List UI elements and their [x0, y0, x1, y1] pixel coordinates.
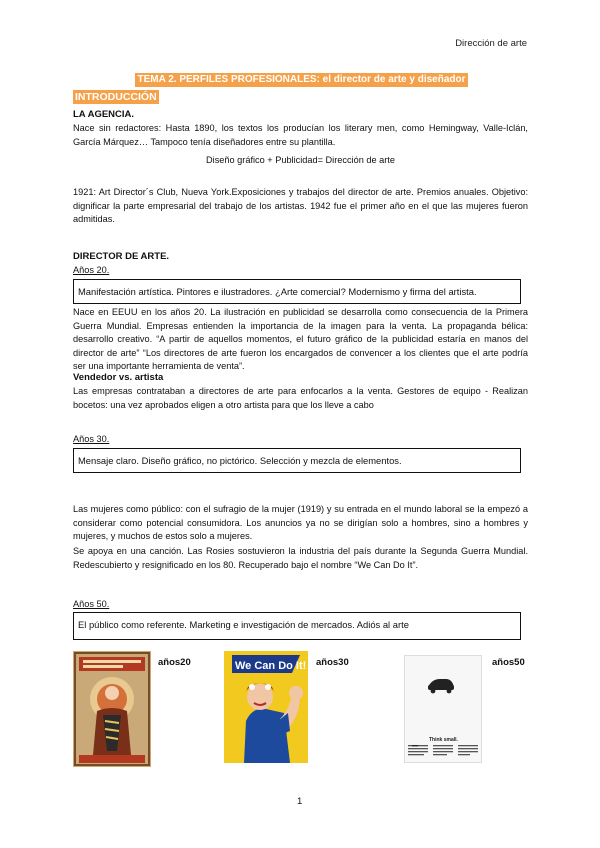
ad-50s-headline: Think small. — [429, 737, 458, 743]
director-heading: DIRECTOR DE ARTE. — [73, 251, 170, 262]
agency-heading: LA AGENCIA. — [73, 109, 135, 120]
agency-paragraph-1: Nace sin redactores: Hasta 1890, los textos los producían los literary men, como Hemingway, Valle-Iclán, García Márquez… Tampoco tenía diseñadores entre su plantilla. — [73, 123, 528, 147]
section-label: INTRODUCCIÓN — [75, 91, 157, 103]
decade-30-paragraph-2: Se apoya en una canción. Las Rosies sostuvieron la industria del país durante la Segunda Guerra Mundial. Redescubierto y resignificado en los 80. Recuperado bajo el nombre “We Can Do It”. — [73, 546, 528, 570]
page-number: 1 — [297, 796, 303, 807]
poster-30s-slogan: We Can Do It! — [235, 660, 307, 672]
gallery-label-50s: años50 — [492, 657, 525, 668]
decade-30-box: Mensaje claro. Diseño gráfico, no pictórico. Selección y mezcla de elementos. — [73, 448, 521, 473]
seller-paragraph: Las empresas contrataban a directores de arte para enfocarlos a la venta. Gestores de equipo - Realizan bocetos: una vez aprobados eligen a otro artista para que los lleve a cabo — [73, 386, 528, 410]
seller-heading: Vendedor vs. artista — [73, 372, 164, 383]
agency-equation: Diseño gráfico + Publicidad= Dirección de arte — [206, 155, 395, 165]
document-title: TEMA 2. PERFILES PROFESIONALES: el director de arte y diseñador — [135, 73, 468, 87]
poster-we-can-do-it-image — [224, 651, 308, 763]
decade-20-box: Manifestación artística. Pintores e ilustradores. ¿Arte comercial? Modernismo y firma del artista. — [73, 279, 521, 304]
gallery-label-20s: años20 — [158, 657, 191, 668]
agency-paragraph-2: 1921: Art Director´s Club, Nueva York.Exposiciones y trabajos del director de arte. Premios anuales. Objetivo: dignificar la parte empresarial del trabajo de los artistas. 1942 fue el primer año en el que las mujeres fueron admitidas. — [73, 187, 528, 225]
decade-50-label: Años 50. — [73, 599, 110, 609]
poster-1920s-image — [73, 651, 151, 767]
decade-30-paragraph-1: Las mujeres como público: con el sufragio de la mujer (1919) y su entrada en el mundo laboral se la empezó a considerar como potencial consumidora. Los anuncios ya no se dirigían solo a hombres, sino a hombres y mujeres, y muchos de estos solo a mujeres. — [73, 504, 528, 542]
ad-1950s-think-small-image — [404, 655, 482, 763]
decade-30-label: Años 30. — [73, 434, 110, 444]
decade-20-paragraph: Nace en EEUU en los años 20. La ilustración en publicidad se desarrolla como consecuencia de la Primera Guerra Mundial. Empresas entienden la importancia de la imagen para la venta. La propaganda bélica: desarrollo creativo. “A partir de aquellos momentos, el futuro gráfico de la publicidad estaría en manos del director de arte” “Los directores de arte fueron los encargados de convencer a los clientes que el arte podría ser una importante herramienta de venta”. — [73, 307, 528, 372]
decade-50-box: El público como referente. Marketing e investigación de mercados. Adiós al arte — [73, 612, 521, 640]
running-header: Dirección de arte — [455, 38, 527, 49]
gallery-label-30s: años30 — [316, 657, 349, 668]
decade-20-label: Años 20. — [73, 265, 110, 275]
